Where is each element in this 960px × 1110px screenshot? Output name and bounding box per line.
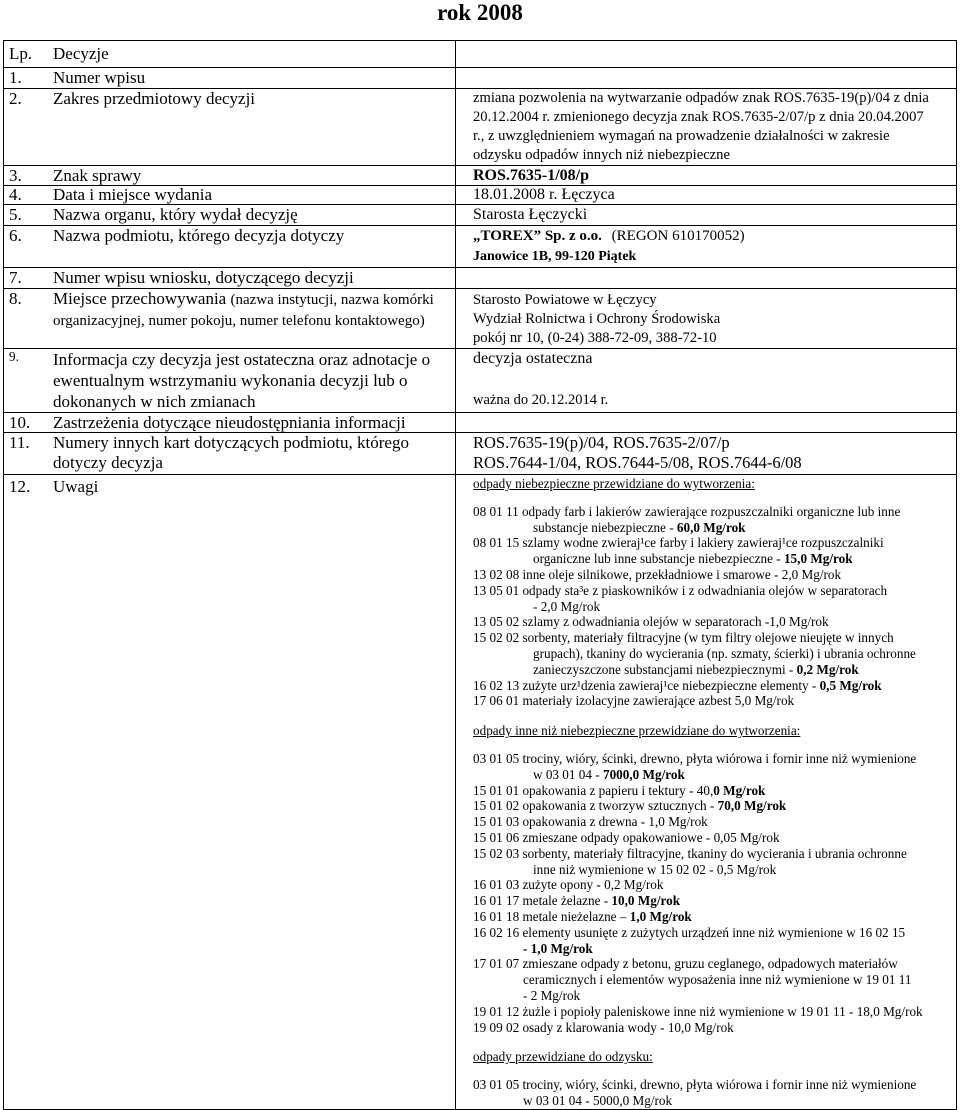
row-label: Zakres przedmiotowy decyzji [53,89,256,108]
list-item: 13 05 01 odpady sta³e z piaskowników i z odwadniania olejów w separatorach - 2,0 Mg/rok [473,582,888,614]
decision-table [3,40,957,1110]
page-title: rok 2008 [437,0,523,25]
row-label: Numery innych kart dotyczących podmiotu, którego dotyczy decyzja [53,433,409,472]
table-row: 3. Znak sprawy ROS.7635-1/08/p [4,166,957,186]
row-value: decyzja ostateczna ważna do 20.12.2014 r. [456,349,957,413]
header-decyzje: Decyzje [53,44,109,63]
company-address: Janowice 1B, 99-120 Piątek [473,249,637,264]
row-value [456,413,957,433]
row-label: Zastrzeżenia dotyczące nieudostępniania informacji [53,413,406,432]
table-header-row [4,41,957,68]
non-hazardous-heading: odpady inne niż niebezpieczne przewidziane do wytworzenia: [473,723,801,739]
list-item: 13 05 02 szlamy z odwadniania olejów w separatorach -1,0 Mg/rok [473,614,829,630]
row-value: Starosta Łęczycki [456,205,957,226]
header-lp: Lp. [9,44,33,63]
list-item: 16 02 13 zużyte urz¹dzenia zawieraj¹ce niebezpieczne elementy - 0,5 Mg/rok [473,677,882,693]
uwagi-content [456,475,957,1110]
list-item: 03 01 05 trociny, wióry, ścinki, drewno, płyta wiórowa i fornir inne niż wymienione w 03 01 04 - 7000,0 Mg/rok [473,750,917,782]
list-item: 15 02 03 sorbenty, materiały filtracyjne, tkaniny do wycierania i ubrania ochronne inne niż wymienione w 15 02 02 - 0,5 Mg/rok [473,845,907,877]
company-regon: (REGON 610170052) [611,228,745,244]
row-value: Starosto Powiatowe w Łęczycy Wydział Rolnictwa i Ochrony Środowiska pokój nr 10, (0-24) 388-72-09, 388-72-10 [456,289,957,349]
list-item: 15 01 01 opakowania z papieru i tektury - 40,0 Mg/rok [473,782,766,798]
row-value: 18.01.2008 r. Łęczyca [456,186,957,205]
table-row: 10. Zastrzeżenia dotyczące nieudostępniania informacji [4,413,957,433]
row-value [456,226,957,268]
recovery-heading: odpady przewidziane do odzysku: [473,1049,653,1065]
row-label: Nazwa podmiotu, którego decyzja dotyczy [53,226,345,245]
list-item: 15 01 03 opakowania z drewna - 1,0 Mg/rok [473,814,708,830]
list-item: 08 01 11 odpady farb i lakierów zawierające rozpuszczalniki organiczne lub inne substancje niebezpieczne - 60,0 Mg/rok [473,503,901,535]
table-row: 9. Informacja czy decyzja jest ostateczna oraz adnotacje o ewentualnym wstrzymaniu wykonania decyzji lub o dokonanych w nich zmianach decyzja ostateczna ważna do 20.12.2014 r. [4,349,957,413]
row-label: Znak sprawy [53,166,142,185]
company-name: „TOREX” Sp. z o.o. [473,228,602,244]
table-row: 4. Data i miejsce wydania 18.01.2008 r. Łęczyca [4,186,957,205]
list-item: 13 02 08 inne oleje silnikowe, przekładniowe i smarowe - 2,0 Mg/rok [473,566,842,582]
row-label: Uwagi [53,477,99,496]
list-item: 17 06 01 materiały izolacyjne zawierające azbest 5,0 Mg/rok [473,693,795,709]
row-label: Data i miejsce wydania [53,185,213,204]
row-label: Informacja czy decyzja jest ostateczna oraz adnotacje o ewentualnym wstrzymaniu wykonania decyzji lub o dokonanych w nich zmianach [53,350,431,411]
table-row: 5. Nazwa organu, który wydał decyzję Starosta Łęczycki [4,205,957,226]
table-row: 7. Numer wpisu wniosku, dotyczącego decyzji [4,268,957,289]
row-label: Numer wpisu wniosku, dotyczącego decyzji [53,268,354,287]
list-item: 15 02 02 sorbenty, materiały filtracyjne (w tym filtry olejowe nieujęte w innych grupach), tkaniny do wycierania (np. szmaty, ścierki) i ubrania ochronne zanieczyszczone substancjami niebezpiecznymi - 0,2 Mg/rok [473,630,916,677]
recovery-list [473,1077,952,1109]
table-row: 6. Nazwa podmiotu, którego decyzja dotyczy „TOREX” Sp. z o.o. (REGON 610170052) Janowice 1B, 99-120 Piątek [4,226,957,268]
list-item: 19 09 02 osady z klarowania wody - 10,0 Mg/rok [473,1019,734,1035]
row-value [456,68,957,89]
list-item: 16 01 18 metale nieżelazne – 1,0 Mg/rok [473,908,692,924]
table-row: 1. Numer wpisu [4,68,957,89]
row-label: Miejsce przechowywania (nazwa instytucji, nazwa komórki organizacyjnej, numer pokoju, numer telefonu kontaktowego) [53,289,434,329]
table-row: 2. Zakres przedmiotowy decyzji zmiana pozwolenia na wytwarzanie odpadów znak ROS.7635-19(p)/04 z dnia 20.12.2004 r. zmienionego decyzja znak ROS.7635-2/07/p z dnia 20.04.2007 r., z uwzględnieniem wymagań na prowadzenie działalności w zakresie odzysku odpadów innych niż niebezpieczne [4,89,957,166]
row-value: ROS.7635-19(p)/04, ROS.7635-2/07/p ROS.7644-1/04, ROS.7644-5/08, ROS.7644-6/08 [456,433,957,475]
hazardous-heading: odpady niebezpieczne przewidziane do wytworzenia: [473,476,755,491]
hazardous-list [473,504,952,709]
list-item: 15 01 02 opakowania z tworzyw sztucznych - 70,0 Mg/rok [473,798,787,814]
row-label: Nazwa organu, który wydał decyzję [53,205,298,224]
row-value: ROS.7635-1/08/p [456,166,957,186]
list-item: 16 02 16 elementy usunięte z zużytych urządzeń inne niż wymienione w 16 02 15 - 1,0 Mg/rok [473,924,906,956]
list-item: 15 01 06 zmieszane odpady opakowaniowe - 0,05 Mg/rok [473,829,780,845]
table-row: 8. Miejsce przechowywania (nazwa instytucji, nazwa komórki organizacyjnej, numer pokoju, numer telefonu kontaktowego) Starosto Powiatowe w Łęczycy Wydział Rolnictwa i Ochrony Środowiska pokój nr 10, (0-24) 388-72-09, 388-72-10 [4,289,957,349]
row-value: zmiana pozwolenia na wytwarzanie odpadów znak ROS.7635-19(p)/04 z dnia 20.12.2004 r. zmienionego decyzja znak ROS.7635-2/07/p z dnia 20.04.2007 r., z uwzględnieniem wymagań na prowadzenie działalności w zakresie odzysku odpadów innych niż niebezpieczne [456,89,957,166]
list-item: 03 01 05 trociny, wióry, ścinki, drewno, płyta wiórowa i fornir inne niż wymienione w 03 01 04 - 5000,0 Mg/rok [473,1077,917,1108]
list-item: 08 01 15 szlamy wodne zwieraj¹ce farby i lakiery zawieraj¹ce rozpuszczalniki organiczne lub inne substancje niebezpieczne - 15,0 Mg/rok [473,535,884,567]
table-row: 11. Numery innych kart dotyczących podmiotu, którego dotyczy decyzja ROS.7635-19(p)/04, ROS.7635-2/07/p ROS.7644-1/04, ROS.7644-5/08, ROS.7644-6/08 [4,433,957,475]
list-item: 16 01 17 metale żelazne - 10,0 Mg/rok [473,893,681,909]
row-label: Numer wpisu [53,68,146,87]
row-value [456,268,957,289]
non-hazardous-list [473,751,952,1035]
list-item: 17 01 07 zmieszane odpady z betonu, gruzu ceglanego, odpadowych materiałów ceramicznych i elementów wyposażenia inne niż wymienione w 19 01 11 - 2 Mg/rok [473,956,912,1003]
list-item: 16 01 03 zużyte opony - 0,2 Mg/rok [473,877,664,893]
table-row: 12. Uwagi odpady niebezpieczne przewidziane do wytworzenia: 08 01 11 odpady farb i lakierów zawierające rozpuszczalniki organiczne lub inne substancje niebezpieczne - 60,0 Mg/rok 08 01 15 szlamy wodne zwieraj¹ce farby i lakiery zawieraj¹ce rozpuszczalniki organiczne lub inne substancje niebezpieczne - 15,0 Mg/rok 13 02 08 inne oleje silnikowe, przekładniowe i smarowe - 2,0 Mg/rok 13 05 01 odpady sta³e z piaskowników i z odwadniania olejów w separatorach - 2,0 Mg/rok 13 05 02 szlamy z odwadniania olejów w separatorach -1,0 Mg/rok 15 02 02 sorbenty, materiały filtracyjne (w tym filtry olejowe nieujęte w innych grupach), tkaniny do wycierania (np. szmaty, ścierki) i ubrania ochronne zanieczyszczone substancjami niebezpiecznymi - 0,2 Mg/rok 16 02 13 zużyte urz¹dzenia zawieraj¹ce niebezpieczne elementy - 0,5 Mg/rok 17 06 01 materiały izolacyjne zawierające azbest 5,0 Mg/rok odpady inne niż niebezpieczne przewidziane do wytworzenia: 03 01 05 trociny, wióry, ścinki, drewno, płyta wiórowa i fornir inne niż wymienione w 03 01 04 - 7000,0 Mg/rok 15 01 01 opakowania z papieru i tektury - 40,0 Mg/rok 15 01 02 opakowania z tworzyw sztucznych - 70,0 Mg/rok 15 01 03 opakowania z drewna - 1,0 Mg/rok 15 01 06 zmieszane odpady opakowaniowe - 0,05 Mg/rok 15 02 03 sorbenty, materiały filtracyjne, tkaniny do wycierania i ubrania ochronne inne niż wymienione w 15 02 02 - 0,5 Mg/rok 16 01 03 zużyte opony - 0,2 Mg/rok 16 01 17 metale żelazne - 10,0 Mg/rok 16 01 18 metale nieżelazne – 1,0 Mg/rok 16 02 16 elementy usunięte z zużytych urządzeń inne niż wymienione w 16 02 15 - 1,0 Mg/rok 17 01 07 zmieszane odpady z betonu, gruzu ceglanego, odpadowych materiałów ceramicznych i elementów wyposażenia inne niż wymienione w 19 01 11 - 2 Mg/rok 19 01 12 żużle i popioły paleniskowe inne niż wymienione w 19 01 11 - 18,0 Mg/rok 19 09 02 osady z klarowania wody - 10,0 Mg/rok odpady przewidziane do odzysku: 03 01 05 trociny, wióry, ścinki, drewno, płyta wiórowa i fornir inne niż wymienione w 03 01 04 - 5000,0 Mg/rok [4,475,957,1110]
list-item: 19 01 12 żużle i popioły paleniskowe inne niż wymienione w 19 01 11 - 18,0 Mg/rok [473,1003,923,1019]
